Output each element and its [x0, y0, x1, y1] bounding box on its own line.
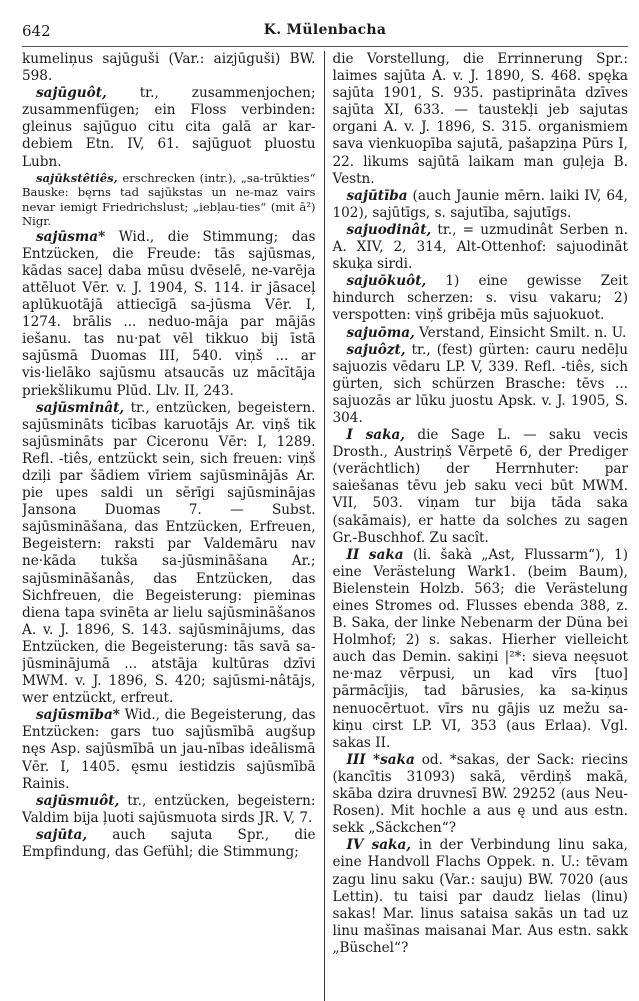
entry-headword: III *saka — [346, 751, 415, 768]
entry-text: die Vorstellung, die Errinnerung Spr.: laimes sajūta A. v. J. 1890, S. 468. spęka sajūta 1901, S. 935. pastiprināta dzīves sajūta XI, 633. — taustekļi jeb sajutas organi A. v. J. 1896, S. 315. organismiem sava vienkuopība sajutā, pašapziņa Pūrs I, 22. likums sajūtā laikam man guļeja B. Vestn. — [332, 51, 628, 187]
entry-text: in der Verbindung linu saka, eine Handvoll Flachs Oppek. n. U.: tēvam zagu linu saku (Var.: sauju) BW. 7020 (aus Lettin). tu taisi par daudz lielas (linu) sakas! Mar. linus sataisa sakās un tad uz linu mašīnas maisanai Mar. Aus estn. sakk „Büschel“? — [332, 837, 628, 956]
entry-headword: sajuôzt, — [346, 341, 406, 358]
entry-headword: sajūtība — [346, 187, 408, 204]
entry-text: kumeliņus sajūguši (Var.: aizjūguši) BW. 598. — [22, 51, 316, 85]
entry-text: auch sajuta Spr., die Empfindung, das Gefühl; die Stimmung; — [22, 826, 316, 861]
entry-text: tr., (fest) gürten: cauru nedēļu sajuozis vēdaru LP. V, 339. Refl. -tiês, sich gürten, sich schürzen Brasche: tēvs ... sajuozās ar lūku juostu Apsk. v. J. 1905, S. 304. — [332, 341, 628, 426]
entry-headword: I saka, — [346, 427, 406, 444]
entry-headword: sajūsmība* — [36, 707, 120, 724]
dictionary-entry — [333, 188, 629, 222]
dictionary-entry — [333, 752, 629, 837]
entry-headword: II saka — [346, 546, 404, 563]
dictionary-entry — [333, 837, 629, 957]
entry-headword: sajūta, — [36, 826, 88, 843]
entry-text: Wid., die Begeisterung, das Entzücken: gars tuo sajūsmībā augšup nęs Asp. sajūsmībā un jau-nības ideālismā Vēr. I, 1405. ęsmu iestidzis sajūsmībā Rainis. — [22, 707, 316, 792]
entry-headword: sajūguôt, — [36, 85, 107, 102]
entry-headword: sajūsma* — [36, 228, 106, 245]
dictionary-entry — [22, 400, 316, 708]
dictionary-entry — [333, 342, 629, 427]
right-column — [325, 51, 629, 1001]
entry-text: (auch Jaunie mērn. laiki IV, 64, 102), sajūtīgs, s. sajutība, sajutīgs. — [332, 187, 628, 221]
entry-headword: sajuodinât, — [346, 221, 432, 238]
dictionary-entry — [333, 273, 629, 324]
dictionary-entry — [22, 707, 316, 792]
running-head: K. Mülenbacha — [263, 22, 387, 38]
dictionary-entry — [333, 51, 629, 188]
left-column — [22, 51, 324, 1001]
dictionary-entry — [333, 325, 629, 342]
entry-text: (li. šakà „Ast, Flussarm“), 1) eine Verästelung Wark1. (beim Baum), Bielenstein Holzb. 563; die Verästelung eines Stromes od. Flusses ebenda 388, z. B. Saka, der linke Nebenarm der Düna bei Holmhof; 2) s. sakas. Hierher vielleicht auch das Demin. sakiņi |²*: sieva neęsuot ne·maz vērpusi, un kad vīrs [tuo] pārmācījis, tad bārusies, ka sa-kiņus nenuocērtuot. vīrs nu gājis uz mežu sa-kiņu cirst LP. VI, 353 (aus Erlaa). Vgl. sakas II. — [332, 546, 628, 751]
entry-text: od. *sakas, der Sack: riecins (kancītis 31093) sakā, vērdiņš makā, skāba dzira druvnesī BW. 29252 (aus Neu-Rosen). Mit hochle a aus ę und aus estn. sekk „Säckchen“? — [332, 751, 628, 837]
entry-text: tr., entzücken, begeistern: Valdim bija ļuoti sajūsmuota sirds JR. V, 7. — [22, 792, 316, 826]
entry-text: tr., = uzmudinât Serben n. A. XIV, 2, 314, Alt-Ottenhof: sajuodināt skuķa sirdi. — [332, 221, 628, 273]
dictionary-entry — [22, 793, 316, 827]
entry-headword: sajūsmuôt, — [36, 792, 120, 809]
entry-text: tr., zusammenjochen; zusammenfügen; ein Floss verbinden: gleinus sajūguo citu cita galā ar kar-debiem Etn. IV, 61. sajūguot pluostu Lubn. — [22, 85, 316, 170]
dictionary-entry — [333, 427, 629, 547]
entry-headword: IV saka, — [346, 837, 412, 854]
entry-headword: sajuōma, — [346, 324, 415, 341]
page-number: 642 — [22, 22, 51, 40]
entry-headword: sajuōkuôt, — [346, 273, 427, 290]
dictionary-entry — [333, 222, 629, 273]
two-column-body — [22, 51, 628, 1001]
entry-headword: sajūsminât, — [36, 399, 125, 416]
entry-text: tr., entzücken, begeistern. sajūsmināts ticības karuotājs Ar. viņš tik sajūsmināts par Ciceronu Vēr: I, 1289. Refl. -tiês, entzückt sein, sich freuen: viņš dziļi par šādiem vīriem sajūsminājās Ar. pie upes saldi un sērīgi sajūsminājas Jansona Duomas 7. — Subst. sajūsmināšana, das Entzücken, Erfreuen, Begeistern: raksti par Valdemāru nav ne·kāda tukša sa-jūsmināšana Ar.; sajūsmināšanâs, das Entzücken, das Sichfreuen, die Begeisterung: pieminas diena tapa svinēta ar lielu sajūsmināšanos A. v. J. 1896, S. 143. sajūsminājums, das Entzücken, die Begeisterung: tās savā sa-jūsminājumā ... atstāja kultūras dzīvi MWM. v. J. 1896, S. 420; sajūsmi-nâtājs, wer entzückt, erfreut. — [22, 399, 316, 707]
dictionary-entry — [22, 171, 316, 229]
entry-headword: sajūkstêtiês, — [36, 170, 118, 185]
entry-text: die Sage L. — saku vecis Drosth., Austriņš Vērpetē 6, der Prediger (verächtlich) der Herrnhuter: par saiešanas tēvu jeb saku veci būt MWM. VII, 503. viņam tur bija tāda saka (sakāmais), er hatte da solches zu sagen Gr.-Buschhof. Zu sacît. — [332, 427, 628, 546]
dictionary-entry — [22, 85, 316, 170]
dictionary-entry — [22, 229, 316, 400]
dictionary-entry — [333, 547, 629, 752]
dictionary-entry — [22, 827, 316, 861]
page-header — [22, 22, 628, 47]
dictionary-entry — [22, 51, 316, 85]
entry-text: erschrecken (intr.), „sa-trūkties“ Bauske: bęrns tad sajūkstas un ne-maz vairs nevar iemigt Friedrichslust; „iebļau-ties“ (mit ā²) Nigr. — [22, 170, 316, 229]
entry-text: 1) eine gewisse Zeit hindurch scherzen: s. visu vakaru; 2) verspotten: viņš gribēja mūs sajuokuot. — [332, 273, 628, 324]
entry-text: Verstand, Einsicht Smilt. n. U. — [419, 324, 627, 341]
entry-text: Wid., die Stimmung; das Entzücken, die Freude: tās sajūsmas, kādas saceļ daba mūsu dvēselē, ne-varēja attēluot Vēr. v. J. 1904, S. 114. ir jāsaceļ aplūkuotājā attiecīgā sa-jūsma Vēr. I, 1274. brālis ... neduo-māja par mājās iešanu. tas nu·pat vēl tikkuo bij īstā sajūsmā Duomas III, 540. viņš ... ar vis·lielāko sajūsmu atsaucās uz mācītāja priekšlikumu Plūd. Llv. II, 243. — [22, 228, 316, 399]
